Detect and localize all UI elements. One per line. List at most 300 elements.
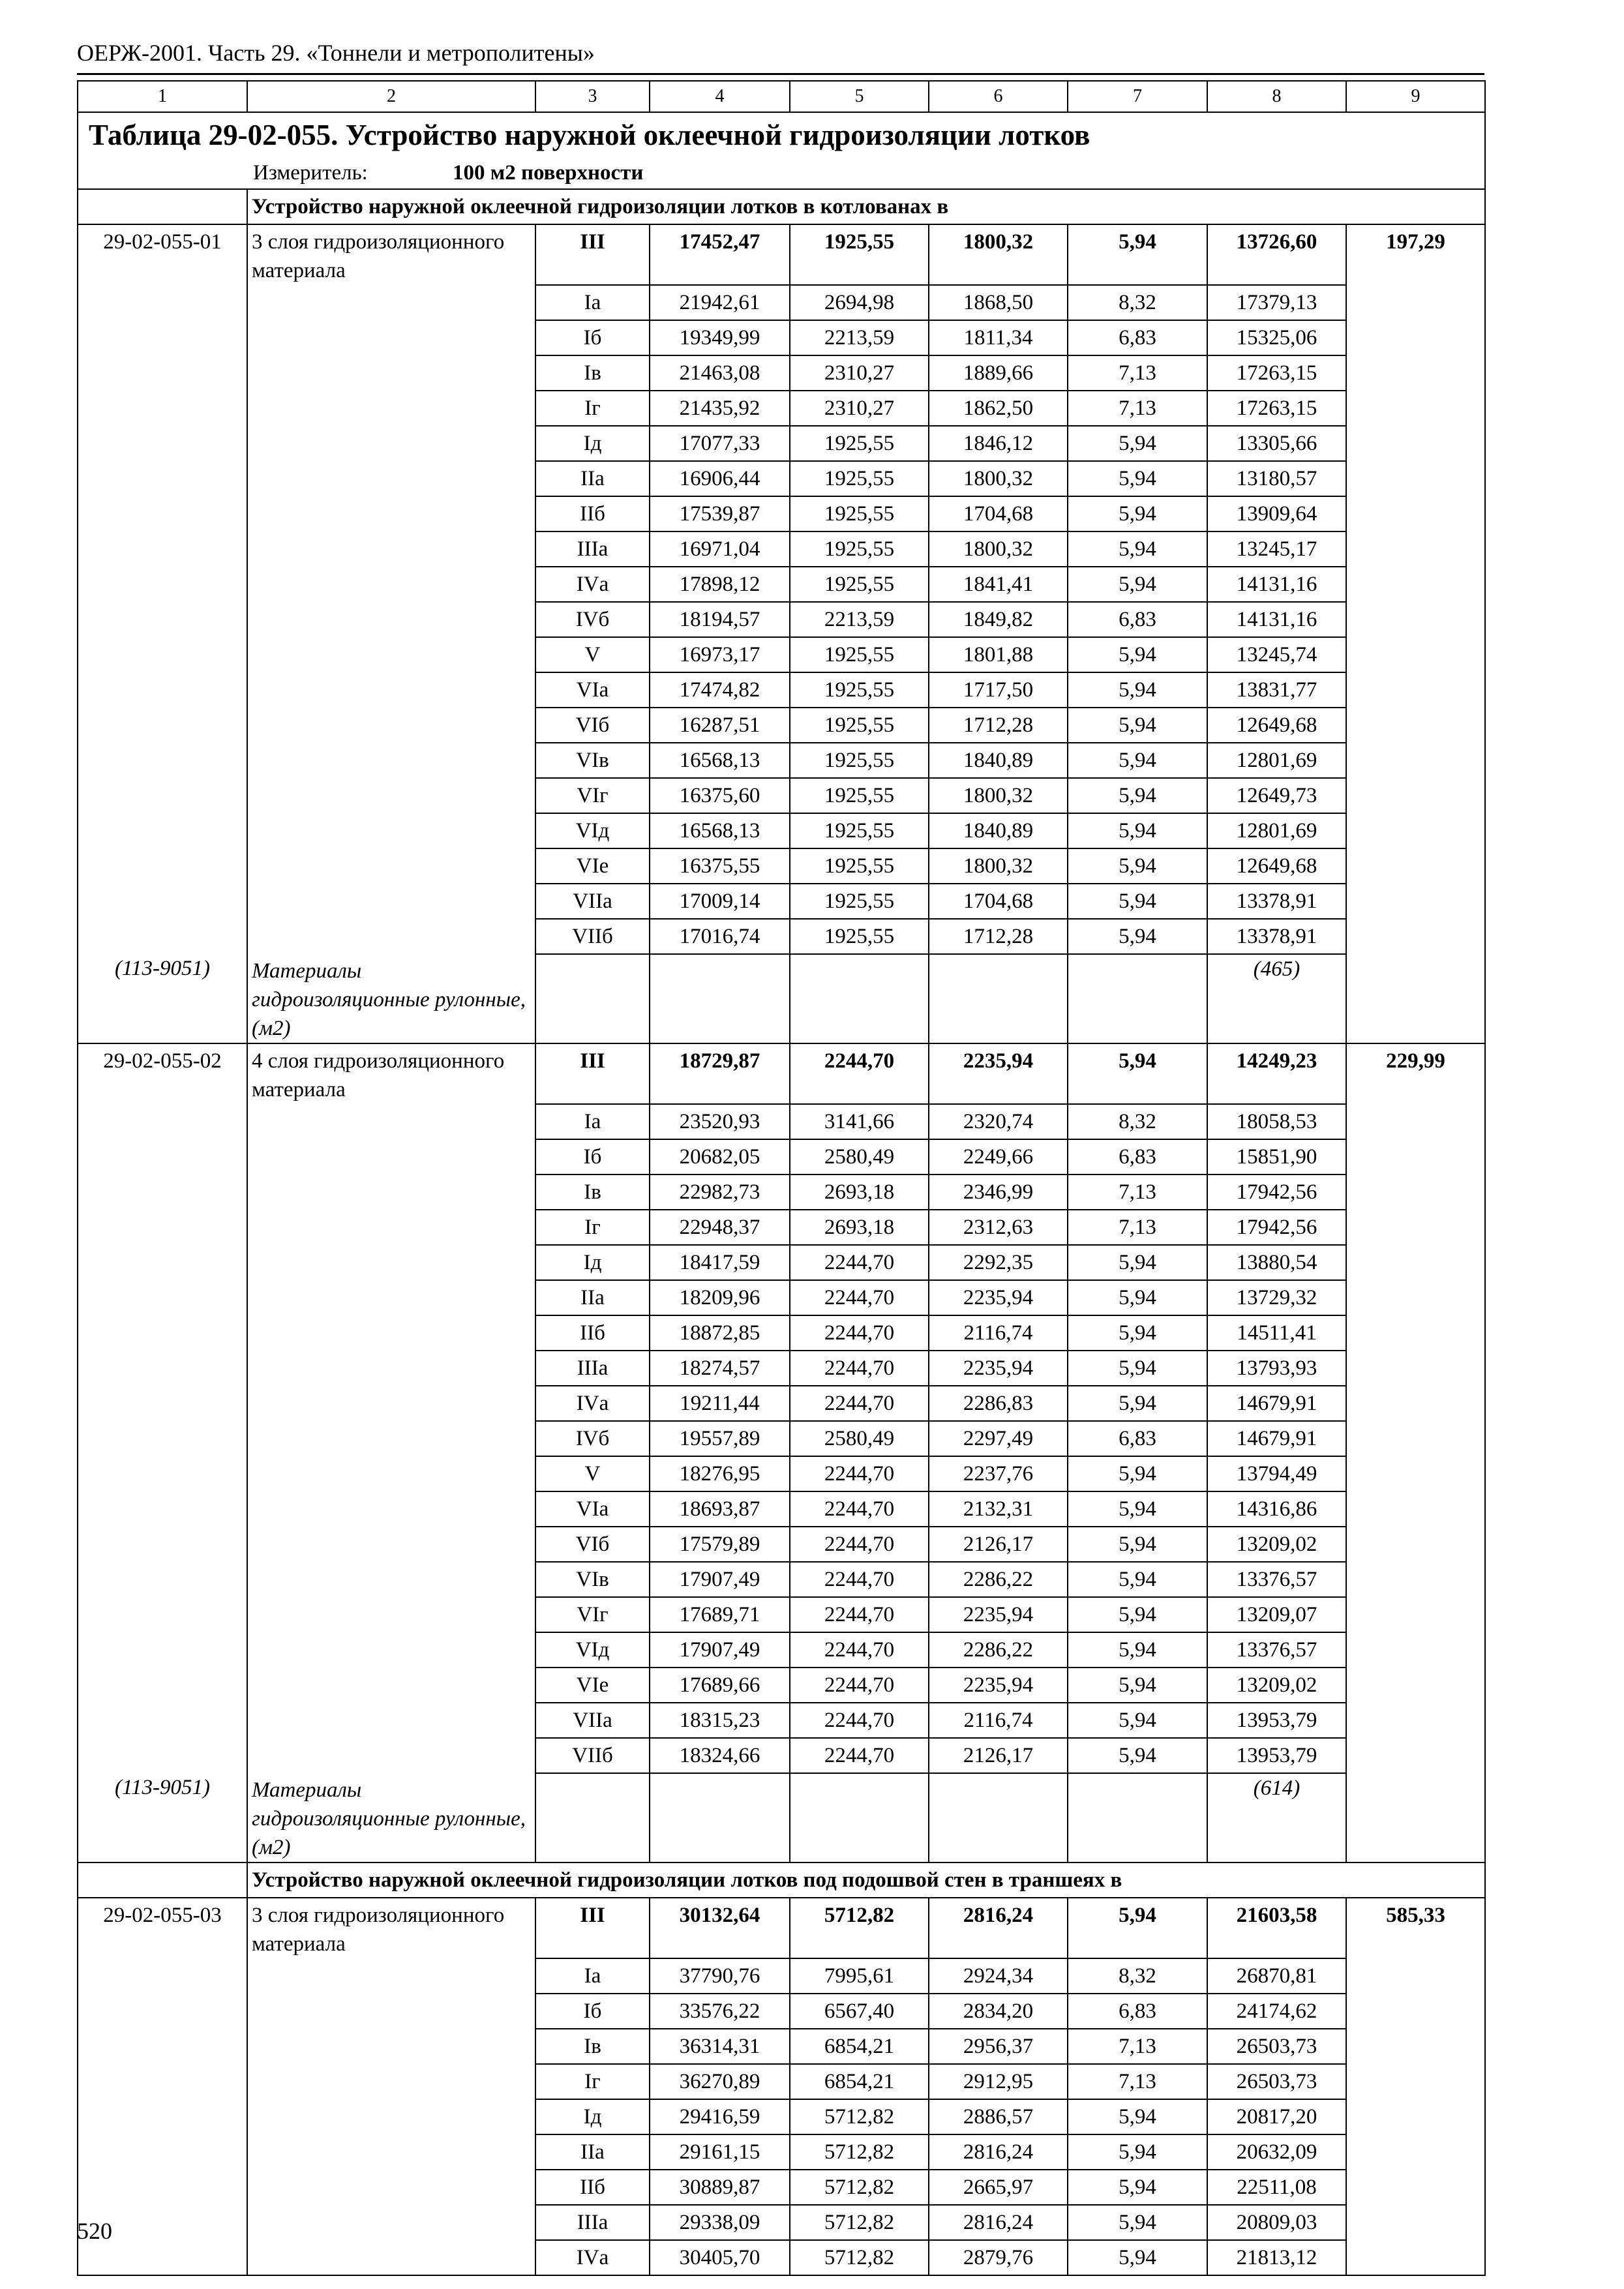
- value-cell: 29161,15: [650, 2134, 790, 2170]
- value-cell: 1925,55: [790, 848, 929, 884]
- value-cell: 2956,37: [929, 2029, 1068, 2064]
- code-cell: [78, 884, 247, 919]
- value-cell: 1925,55: [790, 637, 929, 672]
- value-cell: 2580,49: [790, 1421, 929, 1456]
- value-cell: 2816,24: [929, 2134, 1068, 2170]
- value-cell: 2292,35: [929, 1245, 1068, 1280]
- value-cell: 16568,13: [650, 743, 790, 778]
- description-cell: [247, 2205, 535, 2240]
- value-cell: 2244,70: [790, 1703, 929, 1738]
- value-cell: 2244,70: [790, 1632, 929, 1668]
- extra-cell: [1346, 813, 1485, 848]
- value-cell: 20682,05: [650, 1139, 790, 1174]
- value-cell: 13953,79: [1207, 1703, 1346, 1738]
- value-cell: 2235,94: [929, 1351, 1068, 1386]
- code-cell: [78, 2064, 247, 2099]
- zone-cell: Iб: [535, 1139, 650, 1174]
- extra-cell: [1346, 1210, 1485, 1245]
- extra-cell: [1346, 1315, 1485, 1351]
- column-number: 8: [1207, 81, 1346, 112]
- extra-cell: [1346, 1703, 1485, 1738]
- code-cell: [78, 1280, 247, 1315]
- description-cell: [247, 778, 535, 813]
- zone-cell: V: [535, 1456, 650, 1491]
- value-cell: 13378,91: [1207, 919, 1346, 954]
- value-cell: 2886,57: [929, 2099, 1068, 2134]
- code-cell: [78, 813, 247, 848]
- value-cell: 5,94: [1068, 1527, 1207, 1562]
- value-cell: 1840,89: [929, 743, 1068, 778]
- value-cell: 5,94: [1068, 778, 1207, 813]
- table-row: [78, 1703, 1485, 1738]
- zone-cell: Iб: [535, 320, 650, 355]
- value-cell: 17898,12: [650, 567, 790, 602]
- code-cell: [78, 743, 247, 778]
- code-cell: [78, 426, 247, 461]
- zone-cell: IIIа: [535, 2205, 650, 2240]
- code-cell: [78, 1562, 247, 1597]
- value-cell: 1925,55: [790, 567, 929, 602]
- material-code: (113-9051): [78, 1773, 247, 1863]
- description-cell: [247, 320, 535, 355]
- value-cell: 5,94: [1068, 672, 1207, 708]
- material-row: [78, 1773, 1485, 1863]
- description-cell: [247, 1351, 535, 1386]
- table-row: [78, 2205, 1485, 2240]
- table-row: [78, 1958, 1485, 1994]
- code-cell: [78, 848, 247, 884]
- extra-cell: [1346, 778, 1485, 813]
- value-cell: 22511,08: [1207, 2170, 1346, 2205]
- description-cell: [247, 884, 535, 919]
- value-cell: 13376,57: [1207, 1562, 1346, 1597]
- value-cell: 5,94: [1068, 919, 1207, 954]
- item-code: 29-02-055-02: [78, 1043, 247, 1104]
- column-number: 7: [1068, 81, 1207, 112]
- extra-cell: [1346, 531, 1485, 567]
- value-cell: 24174,62: [1207, 1994, 1346, 2029]
- extra-cell: [1346, 672, 1485, 708]
- table-row: [78, 672, 1485, 708]
- zone-cell: IIб: [535, 2170, 650, 2205]
- value-cell: 2693,18: [790, 1210, 929, 1245]
- value-cell: 7,13: [1068, 355, 1207, 391]
- code-cell: [78, 1994, 247, 2029]
- zone-cell: IVа: [535, 567, 650, 602]
- material-blank-cell: [790, 1773, 929, 1863]
- code-cell: [78, 1174, 247, 1210]
- value-cell: 5,94: [1068, 1898, 1207, 1958]
- value-cell: 2879,76: [929, 2240, 1068, 2275]
- value-cell: 2244,70: [790, 1386, 929, 1421]
- zone-cell: VIг: [535, 778, 650, 813]
- value-cell: 5,94: [1068, 1703, 1207, 1738]
- value-cell: 2310,27: [790, 391, 929, 426]
- table-row: [78, 1527, 1485, 1562]
- table-row: [78, 1043, 1485, 1104]
- value-cell: 12801,69: [1207, 743, 1346, 778]
- value-cell: 14511,41: [1207, 1315, 1346, 1351]
- extra-cell: [1346, 2029, 1485, 2064]
- description-cell: [247, 2134, 535, 2170]
- value-cell: 2912,95: [929, 2064, 1068, 2099]
- zone-cell: III: [535, 224, 650, 285]
- value-cell: 17907,49: [650, 1632, 790, 1668]
- value-cell: 13245,74: [1207, 637, 1346, 672]
- description-cell: [247, 496, 535, 531]
- price-table: [77, 80, 1486, 2276]
- table-row: [78, 567, 1485, 602]
- description-cell: [247, 672, 535, 708]
- value-cell: 1925,55: [790, 531, 929, 567]
- table-row: [78, 285, 1485, 320]
- value-cell: 2116,74: [929, 1703, 1068, 1738]
- value-cell: 17379,13: [1207, 285, 1346, 320]
- value-cell: 2237,76: [929, 1456, 1068, 1491]
- description-cell: [247, 1562, 535, 1597]
- table-row: [78, 1315, 1485, 1351]
- table-row: [78, 1491, 1485, 1527]
- measure-line: [82, 157, 1481, 188]
- description-cell: [247, 1421, 535, 1456]
- table-row: [78, 2134, 1485, 2170]
- section-heading: Устройство наружной оклеечной гидроизоляции лотков под подошвой стен в траншеях в: [247, 1863, 1485, 1898]
- value-cell: 36270,89: [650, 2064, 790, 2099]
- value-cell: 15851,90: [1207, 1139, 1346, 1174]
- description-cell: [247, 391, 535, 426]
- value-cell: 2213,59: [790, 602, 929, 637]
- table-row: [78, 355, 1485, 391]
- value-cell: 8,32: [1068, 285, 1207, 320]
- value-cell: 17263,15: [1207, 391, 1346, 426]
- description-cell: [247, 1703, 535, 1738]
- code-cell: [78, 1315, 247, 1351]
- value-cell: 2297,49: [929, 1421, 1068, 1456]
- value-cell: 16906,44: [650, 461, 790, 496]
- zone-cell: IVа: [535, 1386, 650, 1421]
- value-cell: 2286,83: [929, 1386, 1068, 1421]
- value-cell: 5,94: [1068, 531, 1207, 567]
- value-cell: 1800,32: [929, 531, 1068, 567]
- code-cell: [78, 285, 247, 320]
- zone-cell: IVб: [535, 1421, 650, 1456]
- zone-cell: VIIб: [535, 1738, 650, 1773]
- value-cell: 13209,02: [1207, 1668, 1346, 1703]
- material-blank-cell: [650, 954, 790, 1043]
- value-cell: 7,13: [1068, 2029, 1207, 2064]
- value-cell: 13305,66: [1207, 426, 1346, 461]
- code-cell: [78, 602, 247, 637]
- value-cell: 6,83: [1068, 1421, 1207, 1456]
- code-cell: [78, 2029, 247, 2064]
- description-cell: [247, 2170, 535, 2205]
- value-cell: 5,94: [1068, 848, 1207, 884]
- value-cell: 5,94: [1068, 637, 1207, 672]
- description-cell: [247, 602, 535, 637]
- column-number: 5: [790, 81, 929, 112]
- code-cell: [78, 2170, 247, 2205]
- zone-cell: VIIа: [535, 884, 650, 919]
- zone-cell: V: [535, 637, 650, 672]
- description-cell: [247, 848, 535, 884]
- value-cell: 8,32: [1068, 1958, 1207, 1994]
- description-cell: [247, 1738, 535, 1773]
- value-cell: 5,94: [1068, 1315, 1207, 1351]
- zone-cell: IIб: [535, 496, 650, 531]
- value-cell: 5,94: [1068, 2099, 1207, 2134]
- description-cell: [247, 1597, 535, 1632]
- value-cell: 13376,57: [1207, 1632, 1346, 1668]
- value-cell: 5,94: [1068, 1280, 1207, 1315]
- value-cell: 30405,70: [650, 2240, 790, 2275]
- extra-cell: [1346, 708, 1485, 743]
- value-cell: 2312,63: [929, 1210, 1068, 1245]
- value-cell: 1862,50: [929, 391, 1068, 426]
- table-row: [78, 1245, 1485, 1280]
- zone-cell: Iг: [535, 2064, 650, 2099]
- table-row: [78, 1994, 1485, 2029]
- value-cell: 30132,64: [650, 1898, 790, 1958]
- value-cell: 18417,59: [650, 1245, 790, 1280]
- zone-cell: VIд: [535, 813, 650, 848]
- measure-label: Измеритель:: [253, 161, 368, 185]
- material-blank-cell: [790, 954, 929, 1043]
- extra-cell: [1346, 1562, 1485, 1597]
- value-cell: 17689,66: [650, 1668, 790, 1703]
- value-cell: 1925,55: [790, 461, 929, 496]
- item-code: 29-02-055-01: [78, 224, 247, 285]
- extra-cell: [1346, 1421, 1485, 1456]
- value-cell: 2244,70: [790, 1351, 929, 1386]
- value-cell: 7,13: [1068, 2064, 1207, 2099]
- extra-cell: [1346, 884, 1485, 919]
- value-cell: 36314,31: [650, 2029, 790, 2064]
- description-cell: [247, 1491, 535, 1527]
- value-cell: 13378,91: [1207, 884, 1346, 919]
- code-cell: [78, 1139, 247, 1174]
- item-description: 3 слоя гидроизоляционного материала: [247, 1898, 535, 1958]
- item-extra-value: 197,29: [1346, 224, 1485, 285]
- value-cell: 13794,49: [1207, 1456, 1346, 1491]
- value-cell: 29338,09: [650, 2205, 790, 2240]
- value-cell: 6,83: [1068, 1139, 1207, 1174]
- extra-cell: [1346, 1245, 1485, 1280]
- table-row: [78, 708, 1485, 743]
- value-cell: 18058,53: [1207, 1104, 1346, 1139]
- value-cell: 8,32: [1068, 1104, 1207, 1139]
- extra-cell: [1346, 848, 1485, 884]
- zone-cell: Iв: [535, 1174, 650, 1210]
- description-cell: [247, 1456, 535, 1491]
- code-cell: [78, 778, 247, 813]
- value-cell: 1868,50: [929, 285, 1068, 320]
- extra-cell: [1346, 2134, 1485, 2170]
- extra-cell: [1346, 919, 1485, 954]
- value-cell: 23520,93: [650, 1104, 790, 1139]
- material-blank-cell: [535, 1773, 650, 1863]
- value-cell: 1800,32: [929, 461, 1068, 496]
- zone-cell: Iд: [535, 426, 650, 461]
- value-cell: 20632,09: [1207, 2134, 1346, 2170]
- code-cell: [78, 1668, 247, 1703]
- value-cell: 7,13: [1068, 391, 1207, 426]
- value-cell: 2346,99: [929, 1174, 1068, 1210]
- value-cell: 18276,95: [650, 1456, 790, 1491]
- value-cell: 2235,94: [929, 1597, 1068, 1632]
- value-cell: 5,94: [1068, 2170, 1207, 2205]
- extra-cell: [1346, 355, 1485, 391]
- value-cell: 19557,89: [650, 1421, 790, 1456]
- code-cell: [78, 461, 247, 496]
- value-cell: 2816,24: [929, 1898, 1068, 1958]
- value-cell: 18274,57: [650, 1351, 790, 1386]
- description-cell: [247, 637, 535, 672]
- value-cell: 1925,55: [790, 778, 929, 813]
- value-cell: 2834,20: [929, 1994, 1068, 2029]
- material-blank-cell: [1346, 954, 1485, 1043]
- extra-cell: [1346, 320, 1485, 355]
- value-cell: 2816,24: [929, 2205, 1068, 2240]
- code-cell: [78, 1527, 247, 1562]
- value-cell: 2924,34: [929, 1958, 1068, 1994]
- value-cell: 13180,57: [1207, 461, 1346, 496]
- value-cell: 14316,86: [1207, 1491, 1346, 1527]
- value-cell: 5,94: [1068, 1668, 1207, 1703]
- extra-cell: [1346, 1668, 1485, 1703]
- code-cell: [78, 496, 247, 531]
- value-cell: 2213,59: [790, 320, 929, 355]
- description-cell: [247, 1210, 535, 1245]
- value-cell: 16375,60: [650, 778, 790, 813]
- description-cell: [247, 567, 535, 602]
- value-cell: 12649,68: [1207, 708, 1346, 743]
- value-cell: 1704,68: [929, 496, 1068, 531]
- header-rule: [77, 73, 1484, 75]
- value-cell: 17016,74: [650, 919, 790, 954]
- value-cell: 13209,07: [1207, 1597, 1346, 1632]
- table-row: [78, 637, 1485, 672]
- table-row: [78, 1174, 1485, 1210]
- value-cell: 17689,71: [650, 1597, 790, 1632]
- material-blank-cell: [1068, 1773, 1207, 1863]
- value-cell: 18693,87: [650, 1491, 790, 1527]
- value-cell: 2244,70: [790, 1280, 929, 1315]
- value-cell: 1925,55: [790, 708, 929, 743]
- table-row: [78, 320, 1485, 355]
- zone-cell: VIе: [535, 1668, 650, 1703]
- zone-cell: Iа: [535, 1958, 650, 1994]
- table-row: [78, 1738, 1485, 1773]
- value-cell: 2244,70: [790, 1738, 929, 1773]
- description-cell: [247, 1632, 535, 1668]
- zone-cell: VIа: [535, 1491, 650, 1527]
- value-cell: 2235,94: [929, 1668, 1068, 1703]
- code-cell: [78, 1597, 247, 1632]
- value-cell: 16971,04: [650, 531, 790, 567]
- table-row: [78, 1351, 1485, 1386]
- value-cell: 5,94: [1068, 1386, 1207, 1421]
- value-cell: 12649,68: [1207, 848, 1346, 884]
- value-cell: 16973,17: [650, 637, 790, 672]
- value-cell: 5,94: [1068, 496, 1207, 531]
- zone-cell: IIа: [535, 461, 650, 496]
- extra-cell: [1346, 2240, 1485, 2275]
- value-cell: 5,94: [1068, 1245, 1207, 1280]
- value-cell: 5,94: [1068, 461, 1207, 496]
- value-cell: 2116,74: [929, 1315, 1068, 1351]
- material-name: Материалы гидроизоляционные рулонные, (м2): [247, 954, 535, 1043]
- value-cell: 2286,22: [929, 1632, 1068, 1668]
- zone-cell: IIб: [535, 1315, 650, 1351]
- value-cell: 17009,14: [650, 884, 790, 919]
- code-cell: [78, 1958, 247, 1994]
- description-cell: [247, 2240, 535, 2275]
- value-cell: 14131,16: [1207, 602, 1346, 637]
- value-cell: 2244,70: [790, 1597, 929, 1632]
- extra-cell: [1346, 1280, 1485, 1315]
- page-number: 520: [77, 2218, 112, 2244]
- value-cell: 2244,70: [790, 1491, 929, 1527]
- value-cell: 15325,06: [1207, 320, 1346, 355]
- value-cell: 1800,32: [929, 848, 1068, 884]
- table-row: [78, 1386, 1485, 1421]
- value-cell: 18315,23: [650, 1703, 790, 1738]
- value-cell: 2244,70: [790, 1245, 929, 1280]
- value-cell: 1840,89: [929, 813, 1068, 848]
- material-blank-cell: [1346, 1773, 1485, 1863]
- description-cell: [247, 1994, 535, 2029]
- column-number-row: [78, 81, 1485, 112]
- description-cell: [247, 743, 535, 778]
- value-cell: 1925,55: [790, 224, 929, 285]
- value-cell: 2694,98: [790, 285, 929, 320]
- value-cell: 22982,73: [650, 1174, 790, 1210]
- table-row: [78, 2029, 1485, 2064]
- extra-cell: [1346, 2170, 1485, 2205]
- value-cell: 1841,41: [929, 567, 1068, 602]
- item-extra-value: 585,33: [1346, 1898, 1485, 1958]
- value-cell: 2244,70: [790, 1527, 929, 1562]
- code-cell: [78, 708, 247, 743]
- title-cell: [78, 112, 1485, 189]
- code-cell: [78, 1421, 247, 1456]
- value-cell: 13729,32: [1207, 1280, 1346, 1315]
- value-cell: 5712,82: [790, 2170, 929, 2205]
- value-cell: 2310,27: [790, 355, 929, 391]
- extra-cell: [1346, 285, 1485, 320]
- extra-cell: [1346, 2064, 1485, 2099]
- extra-cell: [1346, 1738, 1485, 1773]
- table-row: [78, 743, 1485, 778]
- value-cell: 17942,56: [1207, 1210, 1346, 1245]
- zone-cell: VIе: [535, 848, 650, 884]
- table-row: [78, 391, 1485, 426]
- item-description: 4 слоя гидроизоляционного материала: [247, 1043, 535, 1104]
- value-cell: 17263,15: [1207, 355, 1346, 391]
- section-blank-cell: [78, 1863, 247, 1898]
- value-cell: 21603,58: [1207, 1898, 1346, 1958]
- extra-cell: [1346, 1491, 1485, 1527]
- extra-cell: [1346, 426, 1485, 461]
- zone-cell: Iв: [535, 355, 650, 391]
- zone-cell: IVб: [535, 602, 650, 637]
- value-cell: 26870,81: [1207, 1958, 1346, 1994]
- value-cell: 1925,55: [790, 496, 929, 531]
- value-cell: 2126,17: [929, 1738, 1068, 1773]
- table-title: Таблица 29-02-055. Устройство наружной оклеечной гидроизоляции лотков: [89, 119, 1090, 151]
- zone-cell: Iв: [535, 2029, 650, 2064]
- code-cell: [78, 391, 247, 426]
